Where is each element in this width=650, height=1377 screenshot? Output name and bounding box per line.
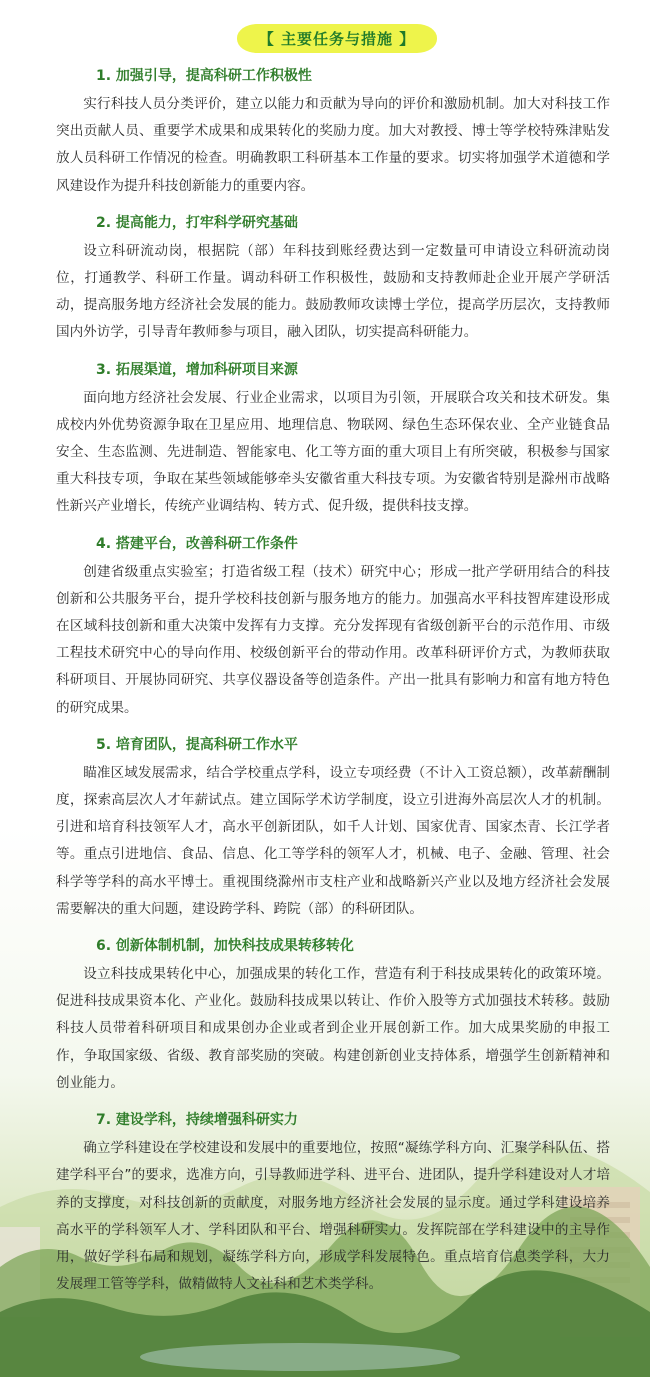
section-5 [56, 734, 610, 923]
section-4 [56, 533, 610, 722]
section-body: 设立科研流动岗，根据院（部）年科技到账经费达到一定数量可申请设立科研流动岗位，打通教学、科研工作量。调动科研工作积极性，鼓励和支持教师赴企业开展产学研活动，提高服务地方经济社会发展的能力。鼓励教师攻读博士学位，提高学历层次，支持教师国内外访学，引导青年教师参与项目，融入团队，切实提高科研能力。 [56, 242, 610, 341]
section-heading: 1. 加强引导，提高科研工作积极性 [96, 68, 312, 84]
page-title: 【 主要任务与措施 】 [237, 24, 437, 53]
section-heading: 6. 创新体制机制，加快科技成果转移转化 [96, 938, 354, 955]
section-body: 瞄准区域发展需求，结合学校重点学科，设立专项经费（不计入工资总额），改革薪酬制度，探索高层次人才年薪试点。建立国际学术访学制度，设立引进海外高层次人才的机制。引进和培育科技领军人才，高水平创新团队，如千人计划、国家优青、国家杰青、长江学者等。重点引进地信、食品、信息、化工等学科的领军人才，机械、电子、金融、管理、社会科学等学科的高水平博士。重视围绕滁州市支柱产业和战略新兴产业以及地方经济社会发展需要解决的重大问题，建设跨学科、跨院（部）的科研团队。 [56, 764, 610, 917]
section-6 [56, 935, 610, 1097]
section-7 [56, 1109, 610, 1298]
section-3 [56, 359, 610, 521]
section-body: 实行科技人员分类评价，建立以能力和贡献为导向的评价和激励机制。加大对科技工作突出贡献人员、重要学术成果和成果转化的奖励力度。加大对教授、博士等学校特殊津贴发放人员科研工作情况的检查。明确教职工科研基本工作量的要求。切实将加强学术道德和学风建设作为提升科技创新能力的重要内容。 [56, 96, 610, 194]
section-heading: 7. 建设学科，持续增强科研实力 [96, 1112, 298, 1129]
section-heading: 4. 搭建平台，改善科研工作条件 [96, 535, 298, 552]
section-body: 面向地方经济社会发展、行业企业需求，以项目为引领，开展联合攻关和技术研发。集成校内外优势资源争取在卫星应用、地理信息、物联网、绿色生态环保农业、全产业链食品安全、生态监测、先进制造、智能家电、化工等方面的重大项目上有所突破，积极参与国家重大科技专项，争取在某些领域能够牵头安徽省重大科技专项。为安徽省特别是滁州市战略性新兴产业增长，传统产业调结构、转方式、促升级，提供科技支撑。 [56, 389, 610, 515]
section-body: 设立科技成果转化中心，加强成果的转化工作，营造有利于科技成果转化的政策环境。促进科技成果资本化、产业化。鼓励科技成果以转让、作价入股等方式加强技术转移。鼓励科技人员带着科研项目和成果创办企业或者到企业开展创新工作。加大成果奖励的申报工作，争取国家级、省级、教育部奖励的突破。构建创新创业支持体系，增强学生创新精神和创业能力。 [56, 966, 610, 1091]
section-body: 创建省级重点实验室；打造省级工程（技术）研究中心；形成一批产学研用结合的科技创新和公共服务平台，提升学校科技创新与服务地方的能力。加强高水平科技智库建设形成在区域科技创新和重大决策中发挥有力支撑。充分发挥现有省级创新平台的示范作用、市级工程技术研究中心的导向作用、校级创新平台的带动作用。改革科研评价方式，为教师获取科研项目、开展协同研究、共享仪器设备等创造条件。产出一批具有影响力和富有地方特色的研究成果。 [56, 563, 610, 716]
section-body: 确立学科建设在学校建设和发展中的重要地位，按照“凝练学科方向、汇聚学科队伍、搭建学科平台”的要求，选准方向，引导教师进学科、进平台、进团队，提升学科建设对人才培养的支撑度，对科技创新的贡献度，对服务地方经济社会发展的显示度。通过学科建设培养高水平的学科领军人才、学科团队和平台、增强科研实力。发挥院部在学科建设中的主导作用，做好学科布局和规划，凝练学科方向，形成学科发展特色。重点培育信息类学科，大力发展理工管等学科，做精做特人文社科和艺术类学科。 [56, 1140, 610, 1293]
section-heading: 5. 培育团队，提高科研工作水平 [96, 736, 298, 753]
section-heading: 2. 提高能力，打牢科学研究基础 [96, 214, 298, 231]
title-banner [64, 24, 610, 53]
section-2 [56, 212, 610, 347]
section-heading: 3. 拓展渠道，增加科研项目来源 [96, 361, 298, 378]
section-1 [56, 65, 610, 200]
